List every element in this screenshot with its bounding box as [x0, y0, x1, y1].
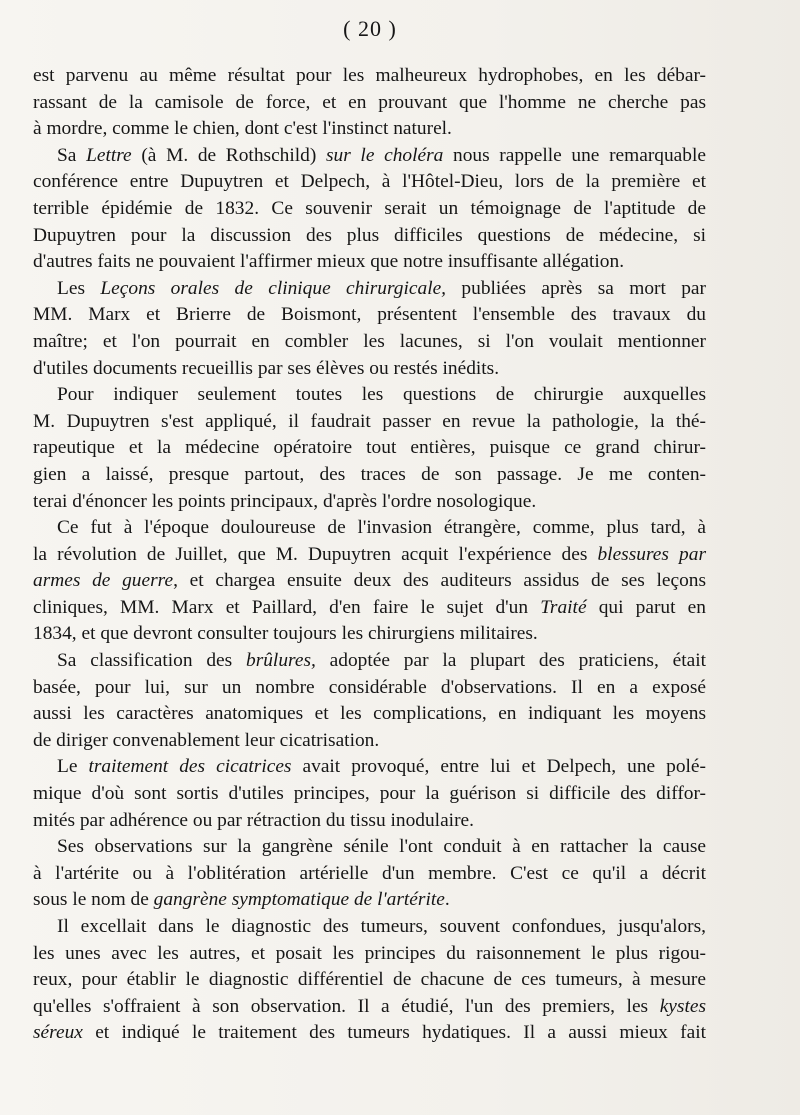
text-line	[33, 63, 706, 90]
text-run: de diriger convenablement leur cicatrisation.	[33, 729, 380, 751]
text-run: maître; et l'on pourrait en combler les lacunes, si l'on voulait mentionner	[33, 330, 706, 352]
text-line	[33, 887, 706, 914]
text-line	[33, 329, 706, 356]
text-run: cliniques, MM. Marx et Paillard, d'en faire le sujet d'un	[33, 596, 541, 618]
text-run: Sa	[57, 144, 87, 166]
text-run: 1834, et que devront consulter toujours les chirurgiens militaires.	[33, 623, 538, 645]
text-run: reux, pour établir le diagnostic différentiel de chacune de ces tumeurs, à mesure	[33, 969, 706, 991]
text-run: qu'elles s'offraient à son observation. Il a étudié, l'un des premiers, les	[33, 995, 660, 1017]
page-number: ( 20 )	[343, 16, 397, 41]
text-line	[33, 435, 706, 462]
text-run: Ce fut à l'époque douloureuse de l'invasion étrangère, comme, plus tard, à	[57, 517, 706, 539]
text-line	[33, 1020, 706, 1047]
italic-text: séreux	[33, 1022, 83, 1044]
text-line	[33, 356, 706, 383]
text-line	[33, 728, 706, 755]
text-run: M. Dupuytren s'est appliqué, il faudrait passer en revue la pathologie, la thé-	[33, 410, 706, 432]
text-line	[33, 276, 706, 303]
text-run: conférence entre Dupuytren et Delpech, à l'Hôtel-Dieu, lors de la première et	[33, 171, 706, 193]
italic-text: gangrène symptomatique de l'artérite	[153, 889, 445, 911]
italic-text: brûlures,	[246, 650, 316, 672]
text-run: à l'artérite ou à l'oblitération artérielle d'un membre. C'est ce qu'il a décrit	[33, 862, 706, 884]
text-line	[33, 116, 706, 143]
text-line	[33, 382, 706, 409]
text-line	[33, 621, 706, 648]
text-line	[33, 994, 706, 1021]
text-line	[33, 834, 706, 861]
text-run: Sa classification des	[57, 650, 246, 672]
text-line	[33, 781, 706, 808]
text-run: terai d'énoncer les points principaux, d'après l'ordre nosologique.	[33, 490, 537, 512]
text-run: terrible épidémie de 1832. Ce souvenir serait un témoignage de l'aptitude de	[33, 197, 706, 219]
text-line	[33, 169, 706, 196]
text-run: la révolution de Juillet, que M. Dupuytren acquit l'expérience des	[33, 543, 598, 565]
text-run: Les	[57, 277, 101, 299]
text-line	[33, 808, 706, 835]
text-run: avait provoqué, entre lui et Delpech, une polé-	[291, 756, 706, 778]
text-line	[33, 941, 706, 968]
text-line	[33, 595, 706, 622]
text-run: MM. Marx et Brierre de Boismont, présentent l'ensemble des travaux du	[33, 304, 706, 326]
text-line	[33, 675, 706, 702]
text-line	[33, 967, 706, 994]
italic-text: traitement des cicatrices	[88, 756, 292, 778]
text-line	[33, 914, 706, 941]
text-line	[33, 409, 706, 436]
text-run: à mordre, comme le chien, dont c'est l'instinct naturel.	[33, 118, 452, 140]
text-line	[33, 648, 706, 675]
italic-text: armes de guerre	[33, 570, 174, 592]
text-line	[33, 143, 706, 170]
italic-text: Traité	[540, 596, 587, 618]
text-run: les unes avec les autres, et posait les principes du raisonnement le plus rigou-	[33, 942, 706, 964]
text-run: Ses observations sur la gangrène sénile l'ont conduit à en rattacher la cause	[57, 836, 706, 858]
italic-text: sur le choléra	[325, 144, 444, 166]
text-run: Pour indiquer seulement toutes les questions de chirurgie auxquelles	[57, 384, 706, 406]
text-run: publiées après sa mort par	[446, 277, 706, 299]
text-run: basée, pour lui, sur un nombre considérable d'observations. Il en a exposé	[33, 676, 706, 698]
text-run: , et chargea ensuite deux des auditeurs assidus de ses leçons	[173, 570, 707, 592]
text-line	[33, 462, 706, 489]
text-line	[33, 861, 706, 888]
text-run: aussi les caractères anatomiques et les complications, en indiquant les moyens	[33, 703, 706, 725]
text-run: qui parut en	[586, 596, 706, 618]
italic-text: blessures par	[597, 543, 706, 565]
text-run: d'utiles documents recueillis par ses élèves ou restés inédits.	[33, 357, 500, 379]
text-run: adoptée par la plupart des praticiens, était	[315, 650, 706, 672]
text-run: sous le nom de	[33, 889, 154, 911]
text-line	[33, 249, 706, 276]
text-line	[33, 754, 706, 781]
text-run: (à M. de Rothschild)	[131, 144, 326, 166]
text-line	[33, 90, 706, 117]
text-run: mique d'où sont sortis d'utiles principes, pour la guérison si difficile des diffor-	[33, 783, 706, 805]
text-run: nous rappelle une remarquable	[443, 144, 706, 166]
text-line	[33, 302, 706, 329]
text-line	[33, 489, 706, 516]
text-line	[33, 568, 706, 595]
italic-text: kystes	[659, 995, 706, 1017]
text-line	[33, 701, 706, 728]
italic-text: Lettre	[86, 144, 132, 166]
text-line	[33, 542, 706, 569]
text-run: rassant de la camisole de force, et en prouvant que l'homme ne cherche pas	[33, 91, 706, 113]
text-run: rapeutique et la médecine opératoire tout entières, puisque ce grand chirur-	[33, 437, 706, 459]
text-run: Le	[57, 756, 89, 778]
text-line	[33, 515, 706, 542]
text-run: .	[444, 889, 450, 911]
body-text	[33, 63, 706, 1047]
italic-text: Leçons orales de clinique chirurgicale,	[100, 277, 447, 299]
text-run: et indiqué le traitement des tumeurs hydatiques. Il a aussi mieux fait	[82, 1022, 706, 1044]
text-run: Dupuytren pour la discussion des plus difficiles questions de médecine, si	[33, 224, 706, 246]
text-run: est parvenu au même résultat pour les malheureux hydrophobes, en les débar-	[33, 65, 706, 86]
text-line	[33, 196, 706, 223]
text-run: mités par adhérence ou par rétraction du tissu inodulaire.	[33, 809, 474, 831]
text-line	[33, 223, 706, 250]
text-run: gien a laissé, presque partout, des traces de son passage. Je me conten-	[33, 463, 706, 485]
text-run: d'autres faits ne pouvaient l'affirmer mieux que notre insuffisante allégation.	[33, 251, 625, 273]
text-run: Il excellait dans le diagnostic des tumeurs, souvent confondues, jusqu'alors,	[57, 916, 706, 937]
